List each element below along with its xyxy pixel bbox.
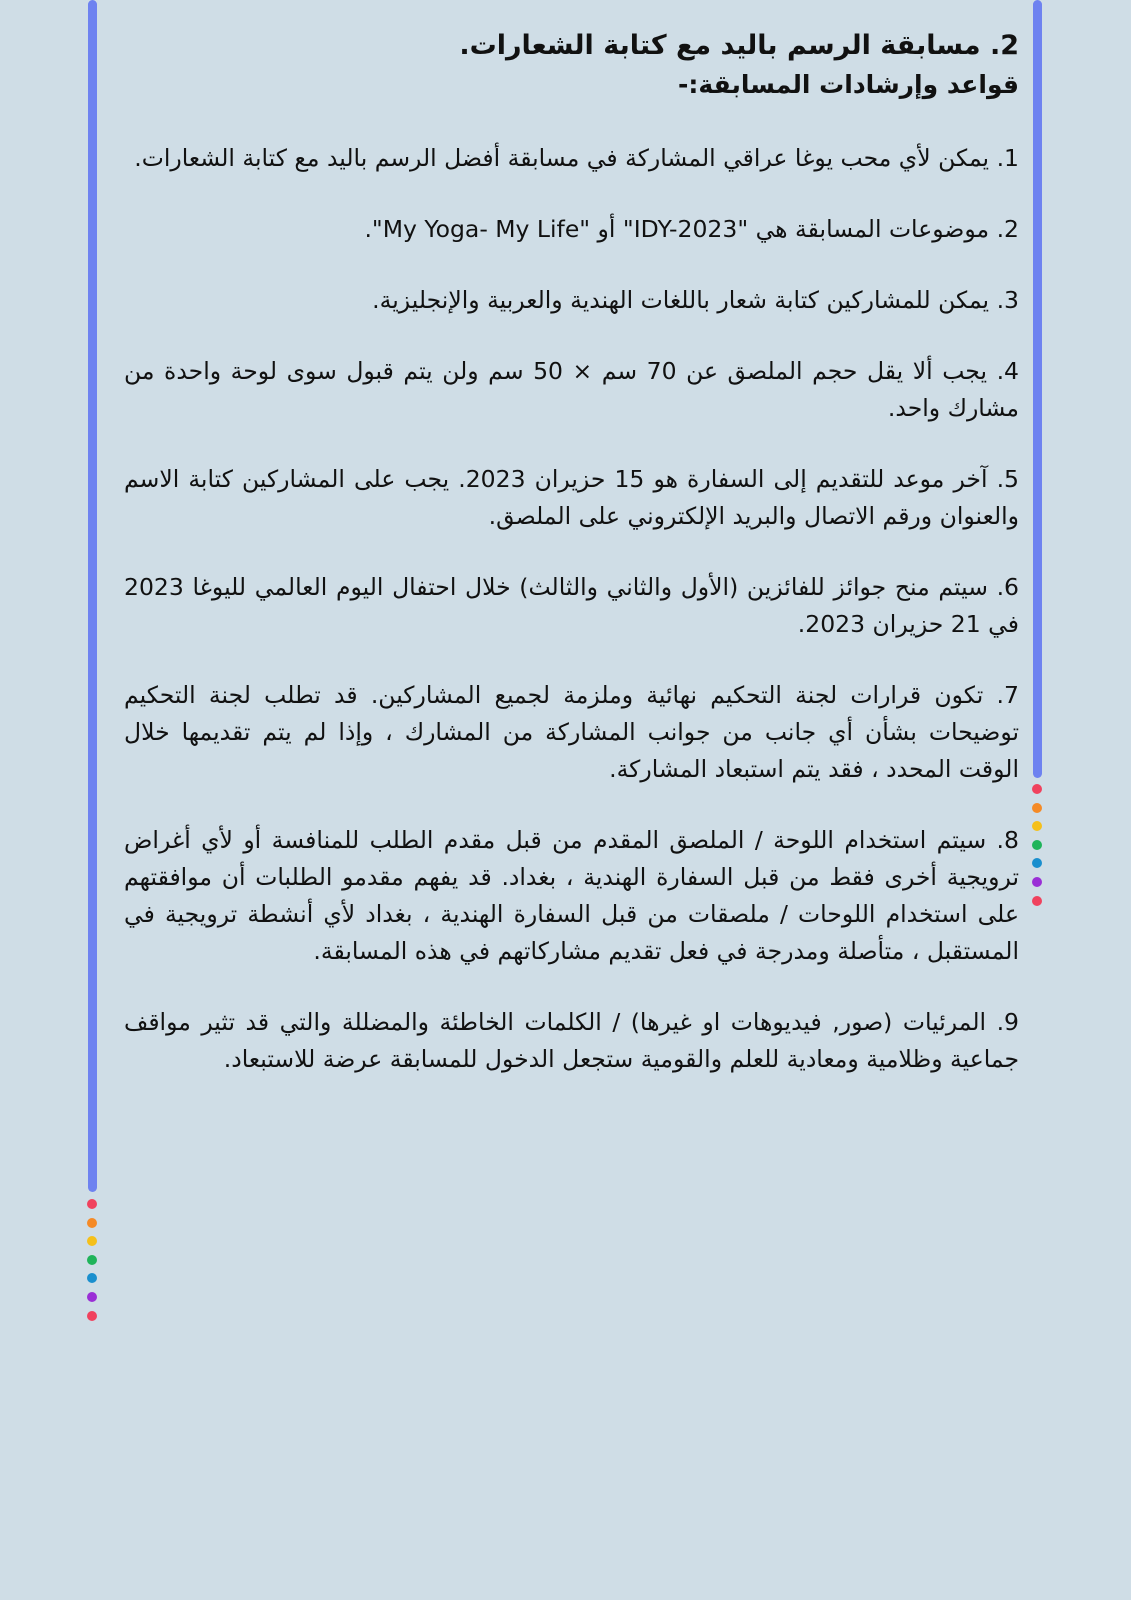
rule-item [124, 353, 1019, 427]
color-dot [87, 1218, 97, 1228]
rule-number: 7. [996, 681, 1019, 709]
rule-text: المرئيات (صور, فيديوهات او غيرها) / الكلمات الخاطئة والمضللة والتي قد تثير مواقف جماعية وظلامية ومعادية للعلم والقومية ستجعل الدخول للمسابقة عرضة للاستبعاد. [124, 1008, 1019, 1073]
color-dot [1032, 784, 1042, 794]
rule-item [124, 140, 1019, 177]
rule-text: يجب ألا يقل حجم الملصق عن 70 سم × 50 سم ولن يتم قبول سوى لوحة واحدة من مشارك واحد. [124, 357, 1019, 422]
color-dot [1032, 877, 1042, 887]
color-dot [87, 1199, 97, 1209]
rule-text: تكون قرارات لجنة التحكيم نهائية وملزمة لجميع المشاركين. قد تطلب لجنة التحكيم توضيحات بشأن أي جانب من جوانب المشاركة من المشارك ، وإذا لم يتم تقديمها خلال الوقت المحدد ، فقد يتم استبعاد المشاركة. [124, 681, 1019, 783]
rule-number: 6. [996, 573, 1019, 601]
rule-number: 3. [996, 286, 1019, 314]
color-dot [87, 1292, 97, 1302]
color-dot [1032, 896, 1042, 906]
left-decorative-bar [88, 0, 97, 1192]
rule-text: سيتم استخدام اللوحة / الملصق المقدم من قبل مقدم الطلب للمنافسة أو لأي أغراض ترويجية أخرى فقط من قبل السفارة الهندية ، بغداد. قد يفهم مقدمو الطلبات أن موافقتهم على استخدام اللوحات / ملصقات من قبل السفارة الهندية ، بغداد لأي أنشطة ترويجية في المستقبل ، متأصلة ومدرجة في فعل تقديم مشاركاتهم في هذه المسابقة. [124, 826, 1019, 965]
rule-item [124, 211, 1019, 248]
rule-item [124, 569, 1019, 643]
rule-number: 2. [996, 215, 1019, 243]
rule-text: سيتم منح جوائز للفائزين (الأول والثاني والثالث) خلال احتفال اليوم العالمي لليوغا 2023 في 21 حزيران 2023. [124, 573, 1019, 638]
rule-number: 9. [996, 1008, 1019, 1036]
color-dot [1032, 803, 1042, 813]
rule-text: يمكن لأي محب يوغا عراقي المشاركة في مسابقة أفضل الرسم باليد مع كتابة الشعارات. [134, 144, 990, 172]
left-color-dots [87, 1199, 97, 1329]
color-dot [1032, 821, 1042, 831]
right-color-dots [1032, 784, 1042, 914]
color-dot [87, 1273, 97, 1283]
rule-number: 1. [996, 144, 1019, 172]
color-dot [87, 1255, 97, 1265]
rule-text: يمكن للمشاركين كتابة شعار باللغات الهندية والعربية والإنجليزية. [372, 286, 990, 314]
rule-number: 8. [996, 826, 1019, 854]
color-dot [87, 1311, 97, 1321]
rule-item [124, 282, 1019, 319]
rule-text: موضوعات المسابقة هي "IDY-2023" أو "My Yoga- My Life". [364, 215, 990, 243]
competition-title: 2. مسابقة الرسم باليد مع كتابة الشعارات. [459, 30, 1019, 61]
rules-subtitle: قواعد وإرشادات المسابقة:- [678, 70, 1019, 99]
color-dot [1032, 858, 1042, 868]
rule-number: 5. [996, 465, 1019, 493]
rule-text: آخر موعد للتقديم إلى السفارة هو 15 حزيران 2023. يجب على المشاركين كتابة الاسم والعنوان ورقم الاتصال والبريد الإلكتروني على الملصق. [124, 465, 1019, 530]
color-dot [87, 1236, 97, 1246]
rule-number: 4. [996, 357, 1019, 385]
right-decorative-bar [1033, 0, 1042, 778]
rule-item [124, 822, 1019, 970]
color-dot [1032, 840, 1042, 850]
document-body [124, 26, 1019, 1112]
rule-item [124, 1004, 1019, 1078]
rule-item [124, 677, 1019, 788]
rule-item [124, 461, 1019, 535]
